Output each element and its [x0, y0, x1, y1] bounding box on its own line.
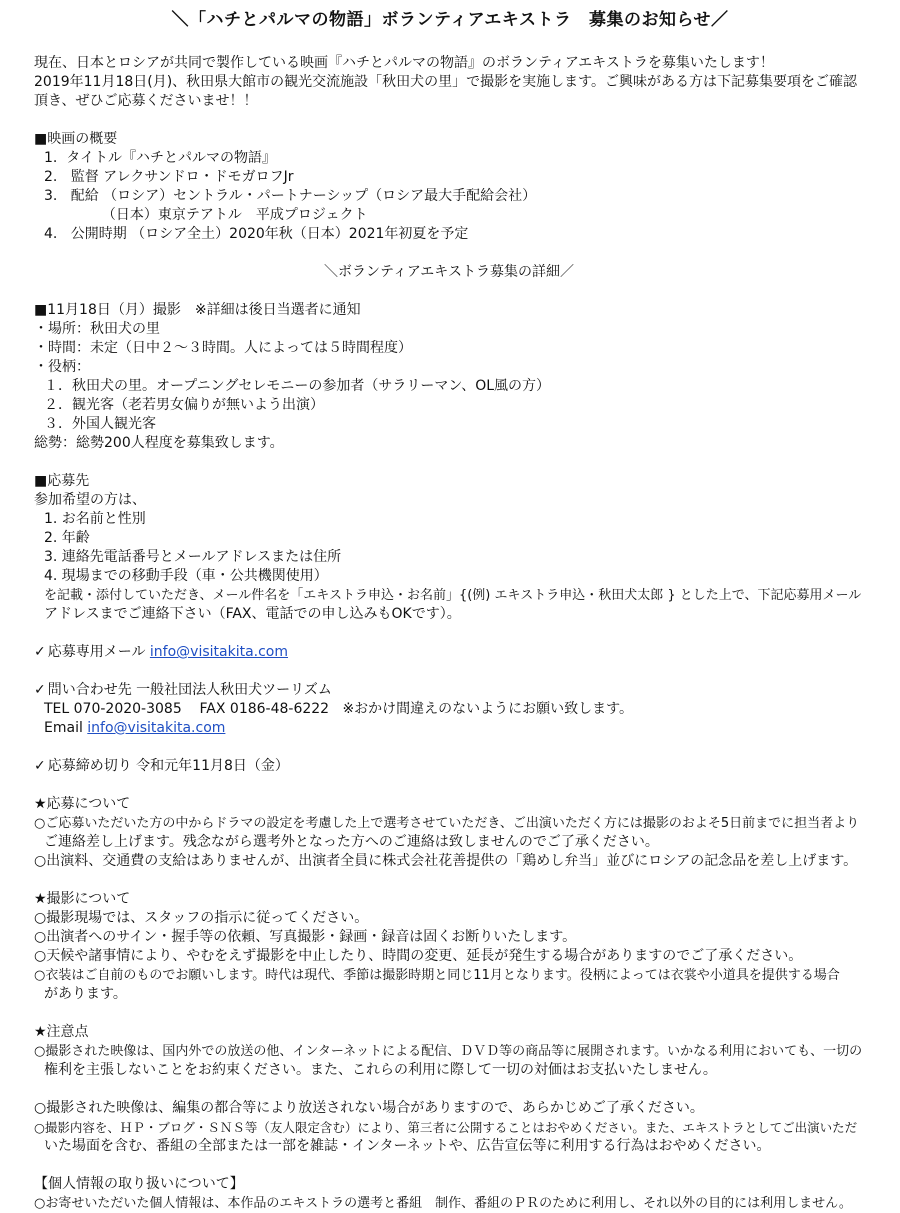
- intro-line: 現在、日本とロシアが共同で製作している映画『ハチとパルマの物語』のボランティアエキストラを募集いたします！: [34, 55, 774, 71]
- overview-item: 1. タイトル『ハチとパルマの物語』: [44, 150, 276, 166]
- apply-item: 3. 連絡先電話番号とメールアドレスまたは住所: [44, 549, 342, 565]
- contact-email-link[interactable]: info@visitakita.com: [87, 720, 226, 736]
- privacy-text: ○お寄せいただいた個人情報は、本作品のエキストラの選考と番組 制作、番組のＰＲのために利用し、それ以外の目的には利用しません。: [34, 1196, 852, 1211]
- check-icon: ✓: [34, 644, 46, 660]
- contact-label: 問い合わせ先 一般社団法人秋田犬ツーリズム: [47, 682, 332, 698]
- intro-line: 頂き、ぜひご応募くださいませ！！: [34, 93, 258, 109]
- privacy-heading: 【個人情報の取り扱いについて】: [34, 1176, 244, 1192]
- apply-lead: 参加希望の方は、: [34, 492, 146, 508]
- intro-line: 2019年11月18日(月)、秋田県大館市の観光交流施設「秋田犬の里」で撮影を実施します。ご興味がある方は下記募集要項をご確認: [34, 74, 858, 90]
- apply-heading: ■応募先: [34, 473, 90, 489]
- notes-text: ○撮影内容を、ＨＰ・ブログ・ＳＮＳ等（友人限定含む）により、第三者に公開することはおやめください。また、エキストラとしてご出演いただ: [34, 1120, 858, 1135]
- shoot-date: ■11月18日（月）撮影 ※詳細は後日当選者に通知: [34, 302, 361, 318]
- check-icon: ✓: [34, 682, 46, 698]
- page-title: ＼「ハチとパルマの物語」ボランティアエキストラ 募集のお知らせ／: [171, 10, 729, 30]
- apply-item: 1. お名前と性別: [44, 511, 146, 527]
- notes-text: 権利を主張しないことをお約束ください。また、これらの利用に際して一切の対価はお支払いたしません。: [44, 1062, 717, 1078]
- email-label: Email: [44, 720, 88, 736]
- contact-tel-fax: TEL 070-2020-3085 FAX 0186-48-6222 ※おかけ間違えのないようにお願い致します。: [44, 701, 634, 717]
- document-body: [34, 54, 864, 1213]
- details-heading: ＼ボランティアエキストラ募集の詳細／: [324, 264, 574, 280]
- about-shoot-item: ○衣装はご自前のものでお願いします。時代は現代、季節は撮影時期と同じ11月となります。役柄によっては衣裳や小道具を提供する場合: [34, 968, 840, 983]
- roles-label: ・役柄：: [34, 359, 90, 375]
- notes-heading: ★注意点: [34, 1024, 89, 1040]
- overview-item: 3. 配給 （ロシア）セントラル・パートナーシップ（ロシア最大手配給会社）: [44, 188, 537, 204]
- deadline-line: [34, 757, 864, 776]
- about-apply-text: ○出演料、交通費の支給はありませんが、出演者全員に株式会社花善提供の「鶏めし弁当」並びにロシアの記念品を差し上げます。: [34, 853, 858, 869]
- notes-text: ○撮影された映像は、編集の都合等により放送されない場合がありますので、あらかじめご了承ください。: [34, 1100, 704, 1116]
- check-icon: ✓: [34, 758, 46, 774]
- shoot-place: ・場所：秋田犬の里: [34, 321, 160, 337]
- about-shoot-item: ○撮影現場では、スタッフの指示に従ってください。: [34, 910, 369, 926]
- contact-email-line: [34, 719, 864, 738]
- notes-text: いた場面を含む、番組の全部または一部を雑誌・インターネットや、広告宣伝等に利用する行為はおやめください。: [44, 1138, 771, 1154]
- about-apply-heading: ★応募について: [34, 796, 131, 812]
- overview-item: （日本）東京テアトル 平成プロジェクト: [44, 207, 368, 223]
- role-item: ２．観光客（老若男女偏りが無いよう出演）: [44, 397, 324, 413]
- mail-line: [34, 643, 864, 662]
- role-item: １．秋田犬の里。オープニングセレモニーの参加者（サラリーマン、OL風の方）: [44, 378, 551, 394]
- notes-text: ○撮影された映像は、国内外での放送の他、インターネットによる配信、ＤＶＤ等の商品等に展開されます。いかなる利用においても、一切の: [34, 1044, 863, 1059]
- overview-item: 4. 公開時期 （ロシア全土）2020年秋（日本）2021年初夏を予定: [44, 226, 469, 242]
- about-apply-text: ○ご応募いただいた方の中からドラマの設定を考慮した上で選考させていただき、ご出演いただく方には撮影のおよそ5日前までに担当者より: [34, 816, 860, 831]
- deadline: 応募締め切り 令和元年11月8日（金）: [47, 758, 289, 774]
- apply-item: 2. 年齢: [44, 530, 90, 546]
- overview-heading: ■映画の概要: [34, 131, 118, 147]
- apply-note: を記載・添付していただき、メール件名を「エキストラ申込・お名前」{(例) エキストラ申込・秋田犬太郎 } とした上で、下記応募用メール: [44, 588, 862, 603]
- about-apply-text: ご連絡差し上げます。残念ながら選考外となった方へのご連絡は致しませんのでご了承ください。: [44, 834, 659, 850]
- mail-label: 応募専用メール: [47, 644, 150, 660]
- apply-item: 4. 現場までの移動手段（車・公共機関使用）: [44, 568, 328, 584]
- about-shoot-item: があります。: [44, 986, 127, 1002]
- about-shoot-item: ○出演者へのサイン・握手等の依頼、写真撮影・録画・録音は固くお断りいたします。: [34, 929, 577, 945]
- shoot-time: ・時間：未定（日中２～３時間。人によっては５時間程度）: [34, 340, 412, 356]
- total-count: 総勢：総勢200人程度を募集致します。: [34, 435, 284, 451]
- overview-item: 2. 監督 アレクサンドロ・ドモガロフJr: [44, 169, 294, 185]
- mail-link[interactable]: info@visitakita.com: [149, 644, 289, 660]
- about-shoot-item: ○天候や諸事情により、やむをえず撮影を中止したり、時間の変更、延長が発生する場合がありますのでご了承ください。: [34, 948, 803, 964]
- about-shoot-heading: ★撮影について: [34, 891, 131, 907]
- apply-note: アドレスまでご連絡下さい（FAX、電話での申し込みもOKです）。: [44, 606, 461, 622]
- contact-line: [34, 681, 864, 700]
- role-item: ３．外国人観光客: [44, 416, 156, 432]
